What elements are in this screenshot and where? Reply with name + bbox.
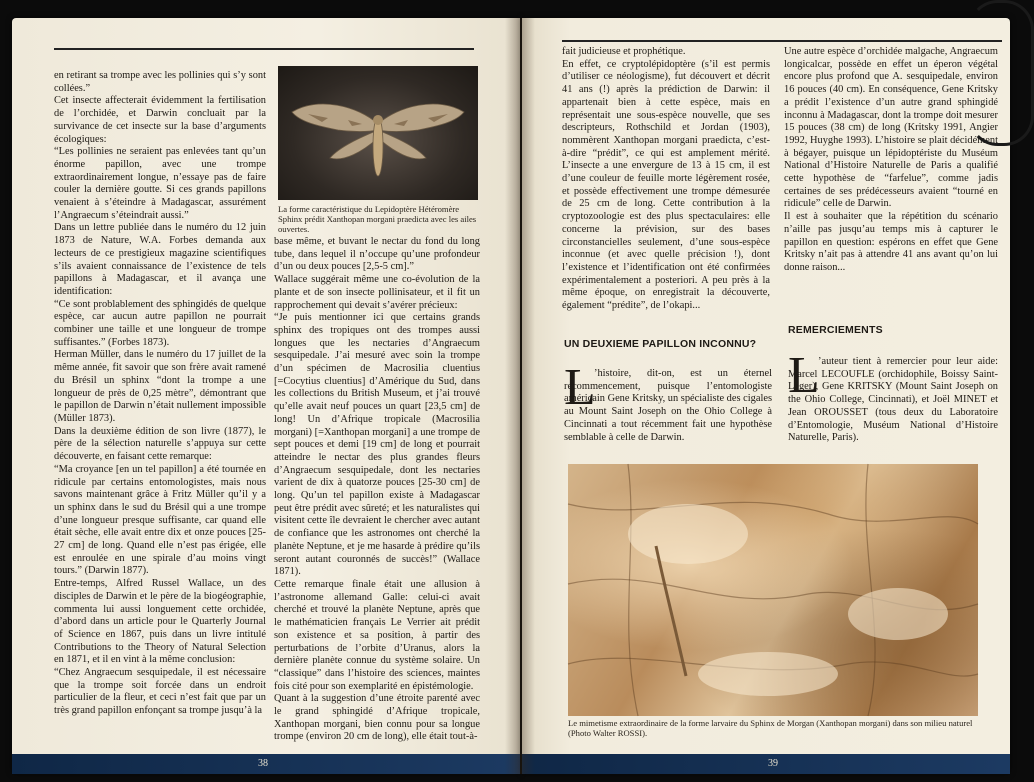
paragraph: Il est à souhaiter que la répétition du scénario n’aille pas jusqu’au temps mis à capturer le papillon en question: espérons en effet que Gene Kritsky n’ait pas à attendre 41 ans avant qu’on lui donne raison... xyxy=(784,211,998,273)
paragraph: Entre-temps, Alfred Russel Wallace, un des disciples de Darwin et le père de la biogéographie, commenta lui aussi longuement cette orchidée, d’abord dans un article pour le Quarterly Journal of Science en 1867, puis dans un livre intitulé Contributions to the Theory of Natural Selection en 1871, et il en vint à la même conclusion: xyxy=(54,578,266,666)
photo-caption: Le mimetisme extraordinaire de la forme larvaire du Sphinx de Morgan (Xanthopan morgani) dans son milieu naturel (Photo Walter ROSSI). xyxy=(568,718,973,738)
paragraph: ’auteur tient à remercier pour leur aide: Marcel LECOUFLE (orchidophile, Boissy Saint-Léger), Gene KRITSKY (Mount Saint Joseph on the Ohio College, Cincinnati), et Joël MINET et Jean OROUSSET (tous deux du Laboratoire d’Entomologie, Muséum National d’Histoire Naturelle, Paris). xyxy=(788,356,998,444)
paragraph: Cette remarque finale était une allusion à l’astronome allemand Galle: celui-ci avait cherché et trouvé la planète Neptune, après que le mathématicien français Le Verrier ait prédit son existence et sa position, à partir des perturbations de l’orbite d’Uranus, alors la dernière planète connue du système solaire. Un “classique” dans l’histoire des sciences, maintes fois cité pour son exemplarité en épistémologie. xyxy=(274,578,480,692)
paragraph: en retirant sa trompe avec les pollinies qui s’y sont collées.” xyxy=(54,70,266,94)
thanks-paragraph xyxy=(788,347,998,456)
paragraph: fait judicieuse et prophétique. xyxy=(562,46,686,57)
paragraph: Quant à la suggestion d’une étroite parenté avec le grand sphingidé d’Afrique tropicale, Xanthopan morgani, bien connu pour sa longue trompe (environ 20 cm de long), elle était tout-à- xyxy=(274,693,480,743)
page-footer xyxy=(522,754,1010,774)
paragraph: Dans un lettre publiée dans le numéro du 12 juin 1873 de Nature, W.A. Forbes demanda aux lecteurs de ce prestigieux magazine scientifiques s’ils avaient connaissance de l’existence de tels papillons à Madagascar, et il avança une identification: xyxy=(54,222,266,297)
paragraph: En effet, ce cryptolépidoptère (s’il est permis d’utiliser ce néologisme), fut découvert et décrit 41 ans (!) après la prédiction de Darwin: il appartenait bien à cette espèce, mais en représentait une sous-espèce nouvelle, que ses descripteurs, Rothschild et Jordan (1903), nommèrent Xanthopan morgani praedicta, c’est-à-dire “prédit”, ce qui est amplement mérité. L’insecte a une envergure de 13 à 15 cm, il est d’une couleur de feuille morte légèrement rosée, et possède effectivement une trompe démesurée de 25 cm de long. Cette contribution à la cryptozoologie est des plus spectaculaires: elle concerne la prévision, sur des bases circonstancielles seulement, d’une sous-espèce inconnue (et avec quelle précision !), dont l’existence et l’identification ont été confirmées expérimentalement a posteriori. A peu près à la même époque, on enregistrait la découverte, également “prédite”, de l’okapi... xyxy=(562,58,770,312)
paragraph: “Je puis mentionner ici que certains grands sphinx des tropiques ont des trompes aussi longues que les nectaries d’Angraecum sesquipedale. J’ai mesuré avec soin la trompe d’un spécimen de Macrosilia cluentius [=Cocytius cluentius] d’Amérique du Sud, dans les collections du British Museum, et j’ai trouvé qu’elle avait neuf pouces un quart [23,5 cm] de long! Un d’Afrique tropicale (Macrosilia morgani) [=Xanthopan morgani] a une trompe de sept pouces et demi [19 cm] de long et pourrait atteindre le nectar des plus grandes fleurs d’Angraecum sesquipedale, dont les nectaries varient de dix à quatorze pouces [25-30 cm] de long. Qu’un tel papillon existe à Madagascar peut être prédit avec sûreté; et les naturalistes qui visitent cette île devraient le chercher avec autant de confiance que les astronomes ont cherché la planète Neptune, et je me hasarde à prédire qu’ils seront autant couronnés de succès!” (Wallace 1871). xyxy=(274,312,480,578)
paragraph: “Les pollinies ne seraient pas enlevées tant qu’un énorme papillon, avec une trompe extraordinairement longue, n’essaye pas de faire couler la dernière goutte. Si ces grands papillons venaient à s’éteindre à Madagascar, assurément l’Angraecum s’éteindrait aussi.” xyxy=(54,146,266,221)
paragraph: ’histoire, dit-on, est un éternel recommencement, puisque l’entomologiste américain Gene Kritsky, un spécialiste des cigales au Mount Saint Joseph on the Ohio College à Cincinnati a tout récemment fait une hypothèse semblable à celle de Darwin. xyxy=(564,368,772,443)
page-number: 38 xyxy=(258,758,268,769)
drop-cap: L xyxy=(564,359,596,416)
page-footer xyxy=(12,754,520,774)
moth-photo xyxy=(278,66,478,200)
top-rule xyxy=(562,40,1002,42)
paragraph: “Chez Angraecum sesquipedale, il est nécessaire que la trompe soit forcée dans un endroit particulier de la fleur, et ceci n’est fait que par un très grand papillon enfonçant sa trompe jusqu’à la xyxy=(54,667,266,717)
left-column-1 xyxy=(54,70,266,717)
paragraph: Wallace suggérait même une co-évolution de la plante et de son insecte pollinisateur, et il fit un rapprochement qui devait s’avérer précieux: xyxy=(274,274,480,311)
figure-caption: La forme caractéristique du Lepidoptère Hétéromère Sphinx prédit Xanthopan morgani praedicta avec les ailes ouvertes. xyxy=(278,204,477,234)
left-column-2 xyxy=(274,236,480,743)
section-heading: REMERCIEMENTS xyxy=(788,324,883,336)
drop-cap: L xyxy=(788,347,820,404)
paragraph: Une autre espèce d’orchidée malgache, Angraecum longicalcar, possède en effet un éperon végétal encore plus profond que A. sesquipedale, environ 16 pouces (40 cm). En conséquence, Gene Kritsky a prédit l’existence d’un autre grand sphingidé inconnu à Madagascar, dont la trompe doit mesurer 15 pouces (38 cm) de long (Kritsky 1991, Angier 1992, Huyghe 1993). L’histoire se plait décidément à bégayer, puisque un lépidoptériste du Muséum National d’Histoire Naturelle de Paris a qualifié cette hypothèse de “farfelue”, comme jadis certaines de ses prédécesseurs avaient “tourné en ridicule” celle de Darwin. xyxy=(784,46,998,210)
paragraph: “Ma croyance [en un tel papillon] a été tournée en ridicule par certains entomologistes, mais nous savons maintenant grâce à Fritz Müller qu’il y a un sphinx dans le sud du Brésil qui a une trompe d’une longueur presque suffisante, car quand elle était sèche, elle avait entre dix et onze pouces [25-27 cm] de long. Quand elle n’est pas érigée, elle est enroulée en une spirale d’au moins vingt tours.” (Darwin 1877). xyxy=(54,463,266,577)
cable xyxy=(968,0,1034,146)
caterpillar-icon xyxy=(568,464,978,716)
caterpillar-photo xyxy=(568,464,978,716)
paragraph: Herman Müller, dans le numéro du 17 juillet de la même année, fit savoir que son frère avait ramené du Brésil un sphinx “dont la trompe a une longueur de près de 0,25 mètre”, démontrant que le papillon de Darwin n’était nullement impossible (Müller 1873). xyxy=(54,349,266,424)
paragraph: base même, et buvant le nectar du fond du long tube, dans lequel il n’occupe qu’une profondeur d’un ou deux pouces [2,5-5 cm].” xyxy=(274,236,480,273)
moth-icon xyxy=(278,66,478,200)
right-column-1 xyxy=(562,46,770,338)
intro-paragraph xyxy=(564,359,772,458)
paragraph: Dans la deuxième édition de son livre (1877), le père de la sélection naturelle s’appuya sur cette découverte, en faisant cette remarque: xyxy=(54,425,266,463)
top-rule xyxy=(54,48,474,50)
left-page xyxy=(12,18,520,774)
right-page xyxy=(522,18,1010,774)
paragraph: “Ce sont problablement des sphingidés de quelque espèce, car aucun autre papillon ne pourrait combiner une taille et une longueur de trompe suffisantes.” (Forbes 1873). xyxy=(54,298,266,348)
section-heading: UN DEUXIEME PAPILLON INCONNU? xyxy=(564,338,757,350)
right-column-2 xyxy=(784,46,998,330)
paragraph: Cet insecte affecterait évidemment la fertilisation de l’orchidée, et Darwin concluait par la survivance de cet insecte sur la base d’arguments écologiques: xyxy=(54,95,266,145)
page-number: 39 xyxy=(768,758,778,769)
